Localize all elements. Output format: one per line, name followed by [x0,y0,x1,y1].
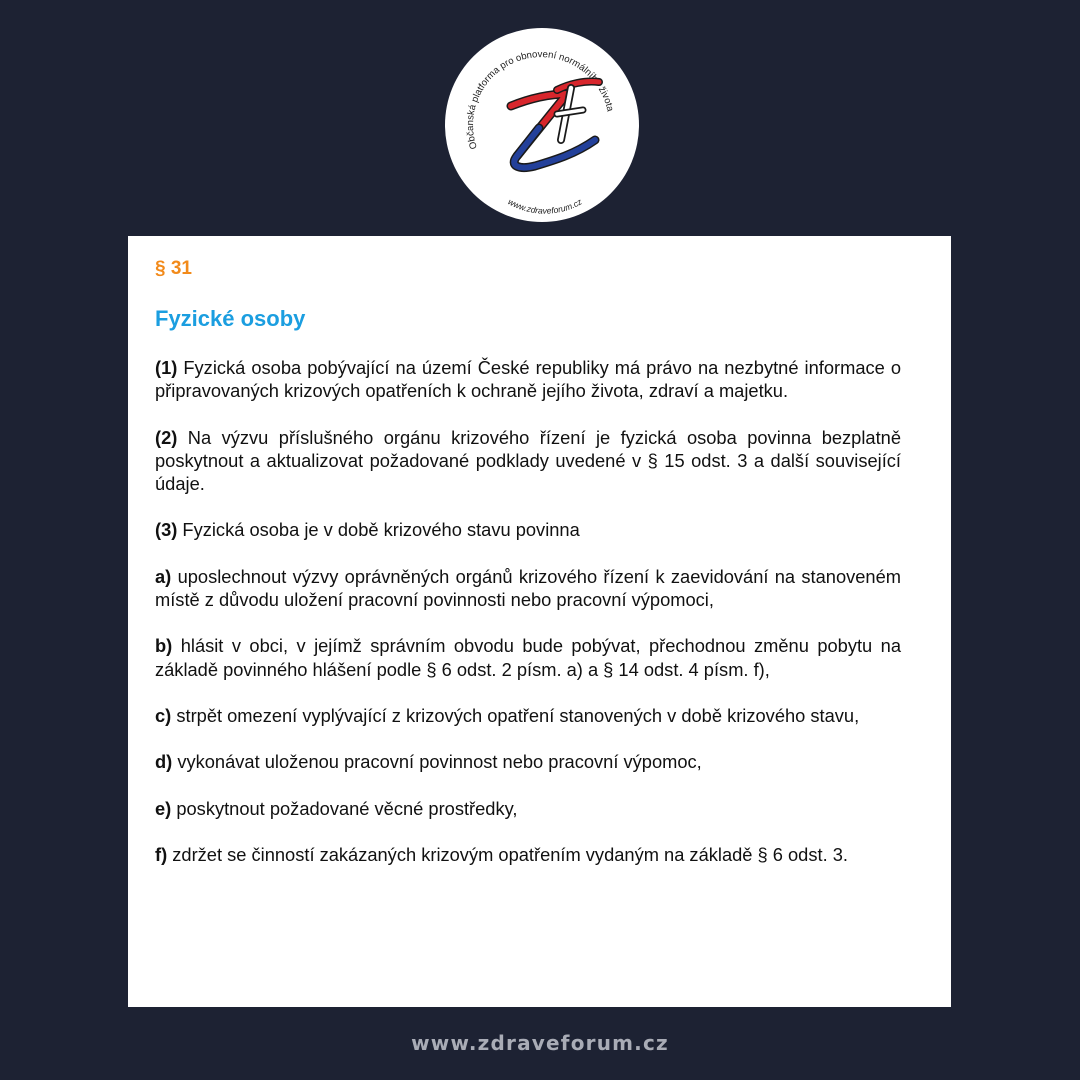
zf-monogram-icon [445,28,639,222]
item-a [155,565,901,612]
paragraph-3 [155,518,901,541]
item-marker: f) [155,843,168,865]
item-b [155,634,901,681]
item-e [155,797,901,820]
logo-ring-text: Občanská platforma pro obnovení normálního života [464,49,616,151]
section-title: Fyzické osoby [155,306,306,331]
item-text: strpět omezení vyplývající z krizových opatření stanovených v době krizového stavu, [171,704,860,726]
paragraph-text: Fyzická osoba je v době krizového stavu povinna [177,519,580,541]
item-text: hlásit v obci, v jejímž správním obvodu bude pobývat, přechodnou změnu pobytu na základě povinného hlášení podle § 6 odst. 2 písm. a) a § 14 odst. 4 písm. f), [155,635,901,680]
item-text: poskytnout požadované věcné prostředky, [171,797,518,819]
item-text: vykonávat uloženou pracovní povinnost nebo pracovní výpomoc, [172,751,702,773]
paragraph-text: Na výzvu příslušného orgánu krizového řízení je fyzická osoba povinna bezplatně poskytnout a aktualizovat požadované podklady uvedené v § 15 odst. 3 a další související údaje. [155,426,901,495]
paragraph-marker: (2) [155,426,178,448]
zdraveforum-logo [445,28,639,222]
item-d [155,750,901,773]
item-marker: c) [155,704,172,726]
logo-url-text: www.zdraveforum.cz [506,196,584,216]
paragraph-marker: (3) [155,519,178,541]
item-marker: e) [155,797,172,819]
paragraph-text: Fyzická osoba pobývající na území České republiky má právo na nezbytné informace o připravovaných krizových opatřeních k ochraně jejího života, zdraví a majetku. [155,357,901,402]
item-f [155,843,901,866]
item-marker: b) [155,635,173,657]
item-text: zdržet se činností zakázaných krizovým opatřením vydaným na základě § 6 odst. 3. [167,843,848,865]
footer-url: www.zdraveforum.cz [411,1031,669,1055]
paragraph-2 [155,426,901,496]
item-c [155,704,901,727]
item-marker: d) [155,751,173,773]
item-text: uposlechnout výzvy oprávněných orgánů krizového řízení k zaevidování na stanoveném místě z důvodu uložení pracovní povinnosti nebo pracovní výpomoci, [155,565,901,611]
law-text-card [128,236,951,1007]
paragraph-1 [155,356,901,403]
section-number: § 31 [155,258,192,279]
paragraph-marker: (1) [155,357,178,378]
item-marker: a) [155,565,172,587]
